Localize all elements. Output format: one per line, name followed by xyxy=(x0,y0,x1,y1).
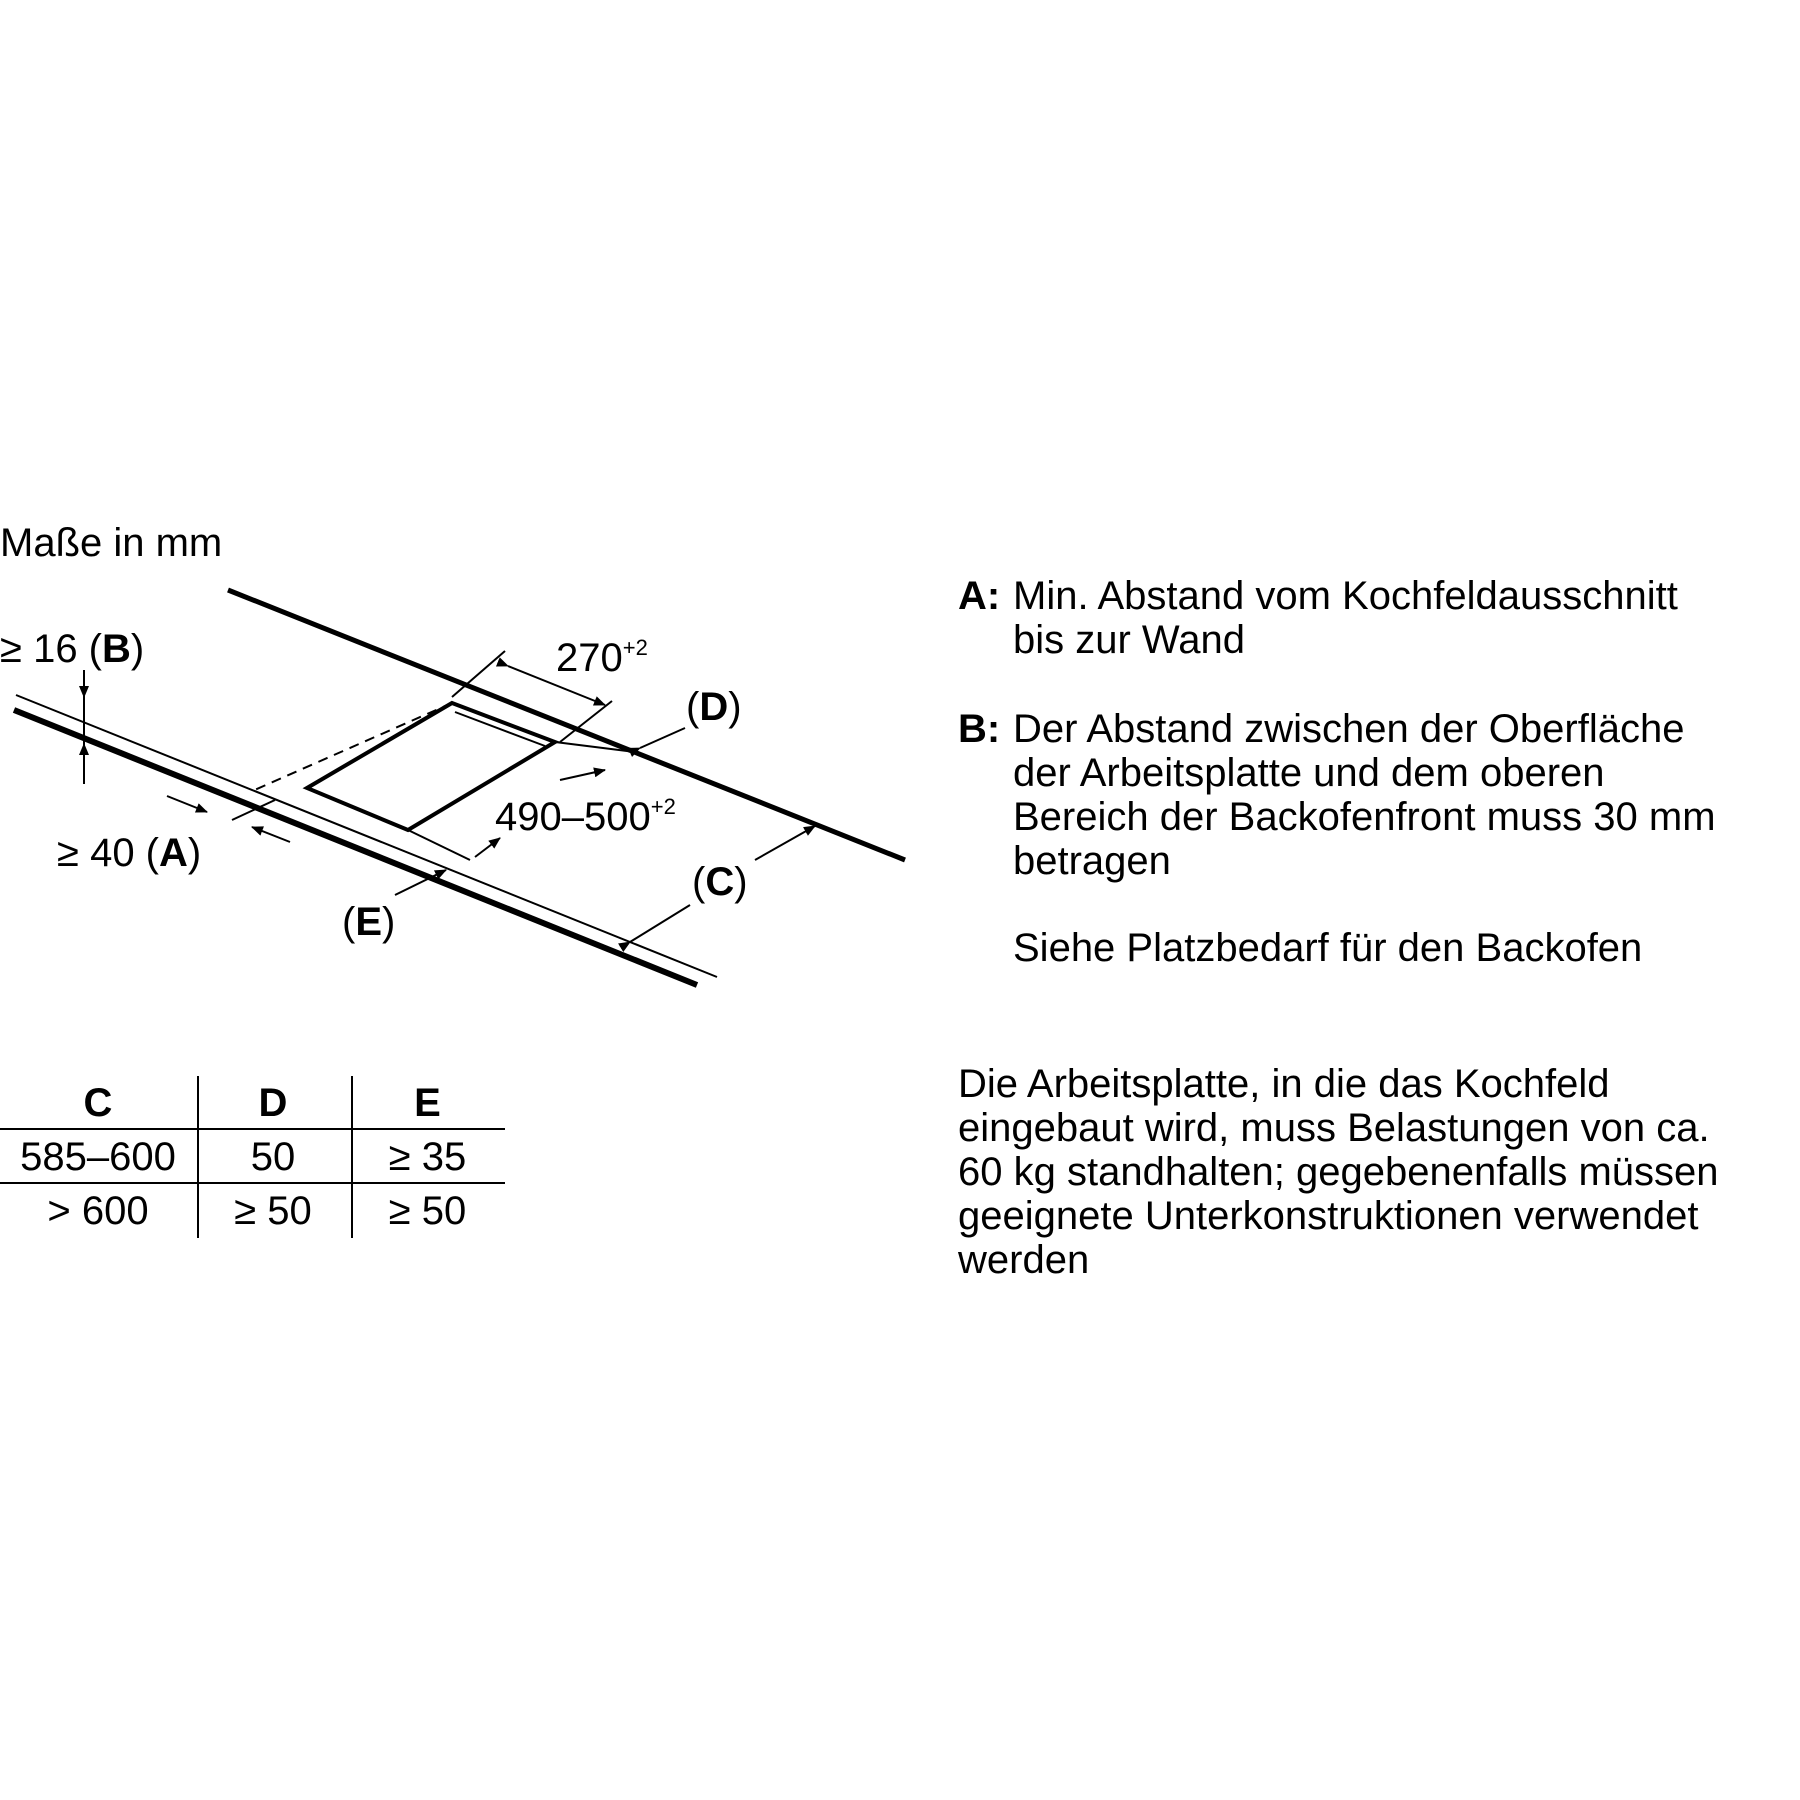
note-a-text: Min. Abstand vom Kochfeldausschnitt bis zur Wand xyxy=(1013,574,1678,662)
dim-arrow-depth-top xyxy=(560,770,605,780)
table-cell: 50 xyxy=(250,1134,296,1179)
dim-arrow-d xyxy=(640,728,685,748)
table-cell: ≥ 50 xyxy=(388,1188,467,1233)
table-cell: ≥ 50 xyxy=(234,1188,312,1233)
table-divider xyxy=(0,1128,505,1130)
label-e: (E) xyxy=(342,900,396,944)
table-cell: ≥ 35 xyxy=(388,1134,467,1179)
dim-arrow-c xyxy=(630,905,690,942)
table-row xyxy=(0,1130,505,1184)
table-header-row xyxy=(0,1076,505,1130)
label-a: ≥ 40 (A) xyxy=(57,831,202,875)
cutout-inner-line xyxy=(455,712,545,746)
note-a-key: A: xyxy=(958,574,1001,618)
units-label: Maße in mm xyxy=(0,521,223,565)
table-row xyxy=(0,1184,505,1238)
note-b-key: B: xyxy=(958,707,1001,751)
label-d: (D) xyxy=(686,685,742,729)
see-oven-note: Siehe Platzbedarf für den Backofen xyxy=(1013,926,1643,970)
table-header-e: E xyxy=(414,1080,441,1125)
table-header-d: D xyxy=(258,1080,288,1125)
label-270: $270^{+2}$ xyxy=(556,635,648,680)
table-header-c: C xyxy=(83,1080,113,1125)
label-b: ≥ 16 (B) xyxy=(0,627,145,671)
dim-arrow-a-right xyxy=(252,827,290,842)
note-a xyxy=(958,574,1678,662)
dim-arrow-depth-bottom xyxy=(475,838,500,857)
extension-dashed-line xyxy=(250,703,452,792)
table-divider xyxy=(0,1182,505,1184)
dim-arrow-c-top xyxy=(755,826,815,860)
dim-arrow-a-left xyxy=(167,796,207,812)
table-cell: 585–600 xyxy=(20,1134,176,1179)
table-column-divider xyxy=(351,1076,353,1238)
dimension-table xyxy=(0,1076,505,1238)
table-cell: > 600 xyxy=(47,1188,149,1233)
table-column-divider xyxy=(197,1076,199,1238)
ext-line-270-right xyxy=(560,701,612,742)
note-b-text: Der Abstand zwischen der Oberfläche der Arbeitsplatte und dem oberen Bereich der Backofenfront muss 30 mm betragen xyxy=(1013,707,1716,883)
label-c: (C) xyxy=(692,860,748,904)
note-b xyxy=(958,707,1716,883)
load-note: Die Arbeitsplatte, in die das Kochfeld eingebaut wird, muss Belastungen von ca. 60 kg standhalten; gegebenenfalls müssen geeignete Unterkonstruktionen verwendet werden xyxy=(958,1062,1719,1282)
label-depth: $490-500^{+2}$ xyxy=(495,794,676,839)
